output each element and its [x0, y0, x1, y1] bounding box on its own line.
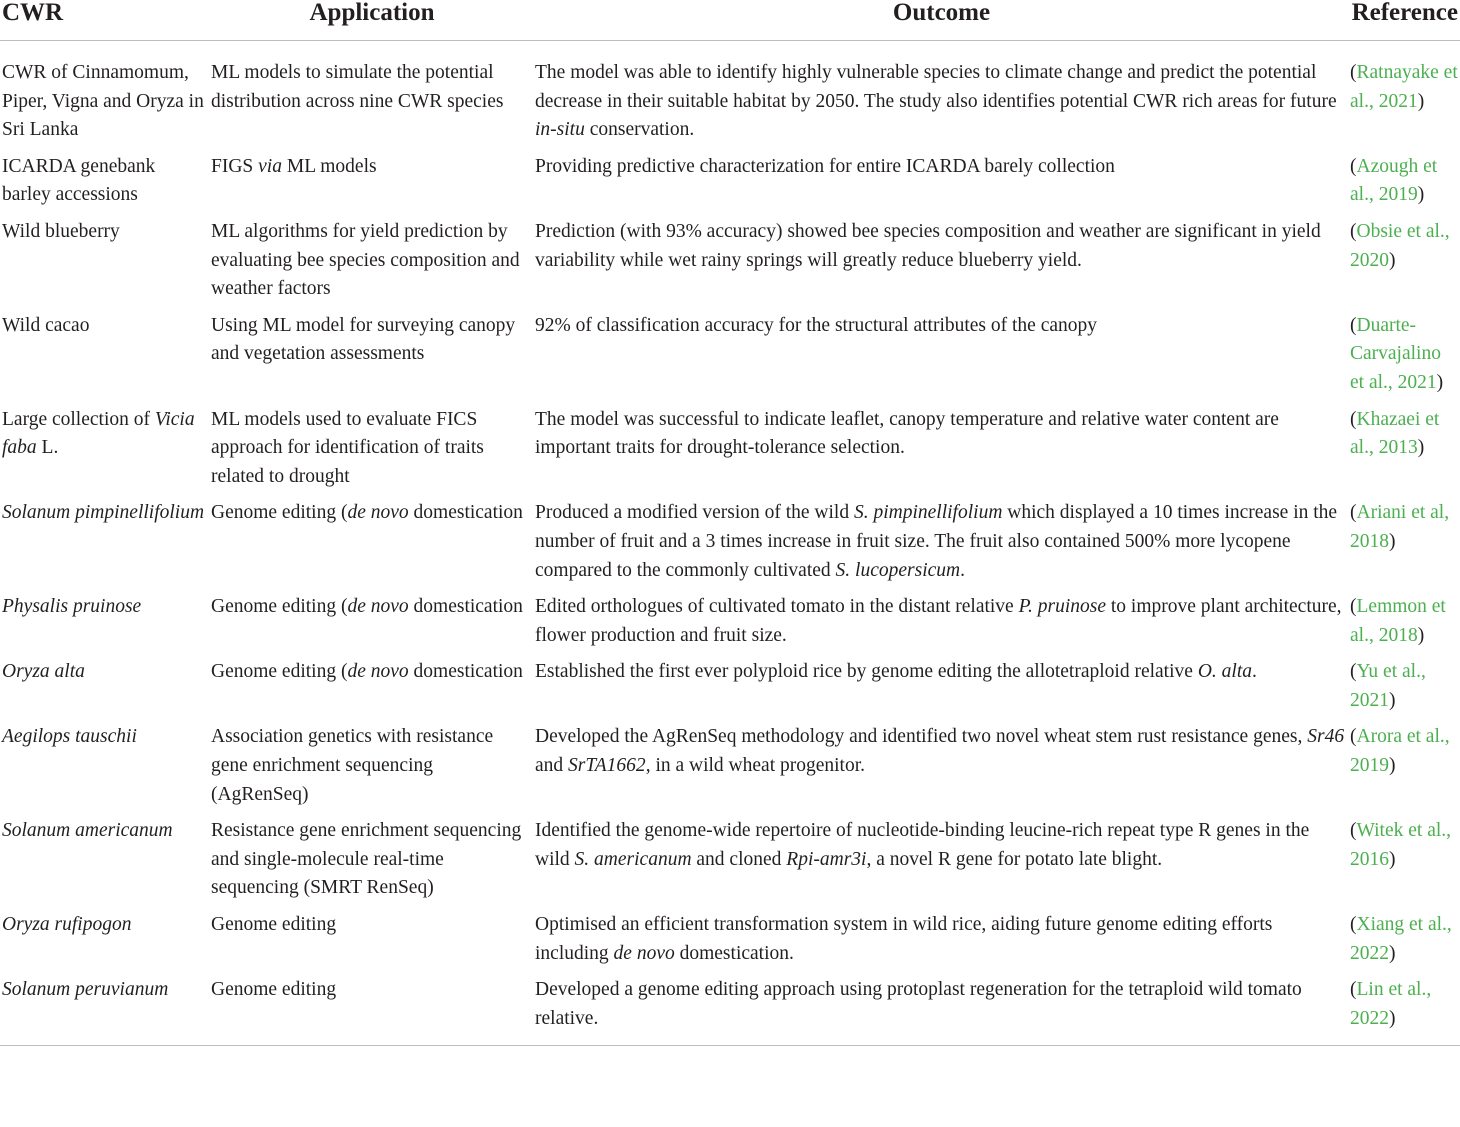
text-segment: Association genetics with resistance gene enrichment sequencing (AgRenSeq) [211, 726, 494, 805]
text-segment: . [1251, 661, 1257, 683]
open-paren: ( [1350, 408, 1357, 430]
text-segment: Genome editing [211, 979, 337, 1001]
close-paren: ) [1417, 437, 1425, 459]
cell-cwr [0, 218, 209, 312]
text-segment: , a novel R gene for potato late blight. [866, 848, 1163, 870]
open-paren: ( [1350, 314, 1357, 336]
open-paren: ( [1350, 914, 1357, 936]
cell-reference [1348, 593, 1460, 658]
table-row [0, 499, 1460, 593]
close-paren: ) [1389, 689, 1396, 711]
open-paren: ( [1350, 62, 1357, 83]
reference-link[interactable]: Yu et al., 2021 [1350, 661, 1426, 711]
italic-text: Rpi-amr3i [786, 848, 867, 870]
reference-link[interactable]: Azough et al., 2019 [1350, 155, 1438, 206]
cell-application [209, 593, 533, 658]
reference-link[interactable]: Lin et al., 2022 [1350, 979, 1432, 1029]
table-row [0, 976, 1460, 1046]
cell-application [209, 911, 533, 976]
text-segment: Genome editing ( [211, 661, 348, 683]
cell-cwr [0, 817, 209, 911]
cell-application [209, 406, 533, 500]
cell-outcome [533, 406, 1348, 500]
open-paren: ( [1350, 155, 1357, 177]
cell-reference [1348, 312, 1460, 406]
cell-reference [1348, 911, 1460, 976]
text-segment: domestication [408, 661, 523, 683]
italic-text: via [258, 155, 282, 177]
header-outcome: Outcome [533, 0, 1348, 41]
text-segment: Genome editing ( [211, 502, 348, 524]
text-segment: domestication. [674, 942, 794, 964]
cell-application [209, 218, 533, 312]
italic-text: Solanum pimpinellifolium [2, 502, 205, 524]
italic-text: O. alta [1197, 661, 1252, 683]
cell-reference [1348, 658, 1460, 723]
cell-application [209, 976, 533, 1046]
close-paren: ) [1417, 624, 1425, 646]
text-segment: which displayed a 10 times increase in the number of fruit and a 3 times increase in fruit size. The fruit also contained 500% more lycopene compared to the commonly cultivated [535, 502, 1338, 581]
cell-outcome [533, 976, 1348, 1046]
reference-link[interactable]: Ariani et al, 2018 [1350, 502, 1450, 552]
cell-application [209, 723, 533, 817]
cell-cwr [0, 723, 209, 817]
close-paren: ) [1389, 249, 1396, 271]
italic-text: Vicia faba [2, 408, 195, 459]
header-cwr: CWR [0, 0, 209, 41]
close-paren: ) [1389, 1007, 1396, 1029]
text-segment: Identified the genome-wide repertoire of nucleotide-binding leucine-rich repeat type R genes in the wild [535, 820, 1310, 870]
close-paren: ) [1417, 184, 1425, 206]
text-segment: Optimised an efficient transformation system in wild rice, aiding future genome editing efforts including [535, 914, 1273, 964]
cell-reference [1348, 817, 1460, 911]
cell-reference [1348, 153, 1460, 218]
text-segment: Resistance gene enrichment sequencing and single-molecule real-time sequencing (SMRT RenSeq) [211, 820, 522, 899]
italic-text: Solanum peruvianum [2, 979, 169, 1001]
cell-application [209, 312, 533, 406]
open-paren: ( [1350, 979, 1357, 1001]
header-application: Application [209, 0, 533, 41]
italic-text: de novo [347, 661, 409, 683]
table-row [0, 817, 1460, 911]
text-segment: Developed the AgRenSeq methodology and identified two novel wheat stem rust resistance genes, [535, 726, 1308, 748]
italic-text: de novo [347, 502, 409, 524]
text-segment: Providing predictive characterization for entire ICARDA barely collection [535, 155, 1115, 177]
text-segment: to improve plant architecture, flower production and fruit size. [535, 596, 1342, 646]
cell-cwr [0, 406, 209, 500]
italic-text: SrTA1662 [568, 755, 646, 777]
reference-link[interactable]: Obsie et al., 2020 [1350, 220, 1450, 271]
cell-outcome [533, 723, 1348, 817]
italic-text: de novo [347, 596, 409, 618]
reference-link[interactable]: Duarte-Carvajalino et al., 2021 [1350, 314, 1441, 393]
open-paren: ( [1350, 726, 1357, 748]
cell-outcome [533, 153, 1348, 218]
cell-outcome [533, 658, 1348, 723]
italic-text: de novo [613, 942, 675, 964]
table-row [0, 312, 1460, 406]
text-segment: CWR of Cinnamomum, Piper, Vigna and Oryza in Sri Lanka [2, 62, 204, 141]
reference-link[interactable]: Khazaei et al., 2013 [1350, 408, 1440, 459]
table-row [0, 218, 1460, 312]
cell-cwr [0, 41, 209, 153]
italic-text: Aegilops tauschii [2, 726, 137, 748]
cell-outcome [533, 499, 1348, 593]
table-body [0, 41, 1460, 1046]
text-segment: and cloned [691, 848, 787, 870]
table-row [0, 153, 1460, 218]
table-row [0, 41, 1460, 153]
cell-reference [1348, 976, 1460, 1046]
cell-outcome [533, 218, 1348, 312]
table-row [0, 406, 1460, 500]
text-segment: ICARDA genebank barley accessions [2, 155, 156, 206]
italic-text: Oryza rufipogon [2, 914, 132, 936]
cell-cwr [0, 976, 209, 1046]
cell-outcome [533, 911, 1348, 976]
text-segment: Wild blueberry [2, 220, 120, 242]
cell-outcome [533, 41, 1348, 153]
close-paren: ) [1389, 755, 1396, 777]
close-paren: ) [1389, 942, 1396, 964]
cell-reference [1348, 406, 1460, 500]
open-paren: ( [1350, 502, 1357, 524]
text-segment: Prediction (with 93% accuracy) showed bee species composition and weather are significant in yield variability while wet rainy springs will greatly reduce blueberry yield. [535, 220, 1321, 271]
reference-link[interactable]: Xiang et al., 2022 [1350, 914, 1452, 964]
text-segment: Using ML model for surveying canopy and vegetation assessments [211, 314, 516, 365]
close-paren: ) [1417, 90, 1425, 112]
text-segment: Wild cacao [2, 314, 90, 336]
text-segment: ML models used to evaluate FICS approach for identification of traits related to drought [211, 408, 484, 487]
table-row [0, 593, 1460, 658]
text-segment: domestication [408, 596, 523, 618]
text-segment: FIGS [211, 155, 259, 177]
header-reference: Reference [1348, 0, 1460, 41]
cell-cwr [0, 911, 209, 976]
text-segment: domestication [408, 502, 523, 524]
cell-cwr [0, 312, 209, 406]
text-segment: The model was successful to indicate leaflet, canopy temperature and relative water content are important traits for drought-tolerance selection. [535, 408, 1279, 459]
text-segment: Large collection of [2, 408, 155, 430]
cell-cwr [0, 499, 209, 593]
reference-link[interactable]: Lemmon et al., 2018 [1350, 596, 1446, 646]
text-segment: , in a wild wheat progenitor. [645, 755, 866, 777]
cell-application [209, 41, 533, 153]
text-segment: . [960, 559, 965, 581]
text-segment: ML algorithms for yield prediction by evaluating bee species composition and weather factors [211, 220, 520, 300]
italic-text: Oryza alta [2, 661, 85, 683]
cell-application [209, 817, 533, 911]
cell-cwr [0, 593, 209, 658]
italic-text: Sr46 [1307, 726, 1345, 748]
table-row [0, 658, 1460, 723]
cell-application [209, 499, 533, 593]
text-segment: Genome editing [211, 914, 337, 936]
open-paren: ( [1350, 596, 1357, 618]
text-segment: ML models [281, 155, 377, 177]
cell-application [209, 153, 533, 218]
text-segment: Edited orthologues of cultivated tomato in the distant relative [535, 596, 1019, 618]
italic-text: S. lucopersicum [835, 559, 961, 581]
cell-application [209, 658, 533, 723]
header-row [0, 0, 1460, 41]
text-segment: and [535, 755, 569, 777]
open-paren: ( [1350, 820, 1357, 842]
text-segment: ML models to simulate the potential distribution across nine CWR species [211, 62, 504, 112]
italic-text: S. americanum [574, 848, 692, 870]
reference-link[interactable]: Witek et al., 2016 [1350, 820, 1452, 870]
table-row [0, 911, 1460, 976]
italic-text: Solanum americanum [2, 820, 173, 842]
text-segment: Established the first ever polyploid rice by genome editing the allotetraploid relative [535, 661, 1198, 683]
text-segment: conservation. [584, 119, 695, 141]
text-segment: Genome editing ( [211, 596, 348, 618]
italic-text: Physalis pruinose [2, 596, 142, 618]
cell-reference [1348, 723, 1460, 817]
reference-link[interactable]: Arora et al., 2019 [1350, 726, 1450, 777]
italic-text: in-situ [535, 119, 585, 141]
cell-reference [1348, 499, 1460, 593]
table-header [0, 0, 1460, 41]
cell-cwr [0, 658, 209, 723]
cell-outcome [533, 817, 1348, 911]
table-row [0, 723, 1460, 817]
cell-reference [1348, 41, 1460, 153]
italic-text: P. pruinose [1018, 596, 1106, 618]
open-paren: ( [1350, 220, 1357, 242]
text-segment: Produced a modified version of the wild [535, 502, 854, 524]
italic-text: S. pimpinellifolium [853, 502, 1003, 524]
text-segment: 92% of classification accuracy for the structural attributes of the canopy [535, 314, 1098, 336]
open-paren: ( [1350, 661, 1357, 683]
text-segment: L. [36, 437, 59, 459]
reference-link[interactable]: Ratnayake et al., 2021 [1350, 62, 1458, 112]
cell-reference [1348, 218, 1460, 312]
close-paren: ) [1389, 530, 1396, 552]
cell-cwr [0, 153, 209, 218]
close-paren: ) [1389, 848, 1396, 870]
close-paren: ) [1436, 371, 1444, 393]
text-segment: The model was able to identify highly vulnerable species to climate change and predict the potential decrease in their suitable habitat by 2050. The study also identifies potential CWR rich areas for future [535, 62, 1337, 112]
cell-outcome [533, 312, 1348, 406]
text-segment: Developed a genome editing approach using protoplast regeneration for the tetraploid wild tomato relative. [535, 979, 1302, 1029]
cell-outcome [533, 593, 1348, 658]
